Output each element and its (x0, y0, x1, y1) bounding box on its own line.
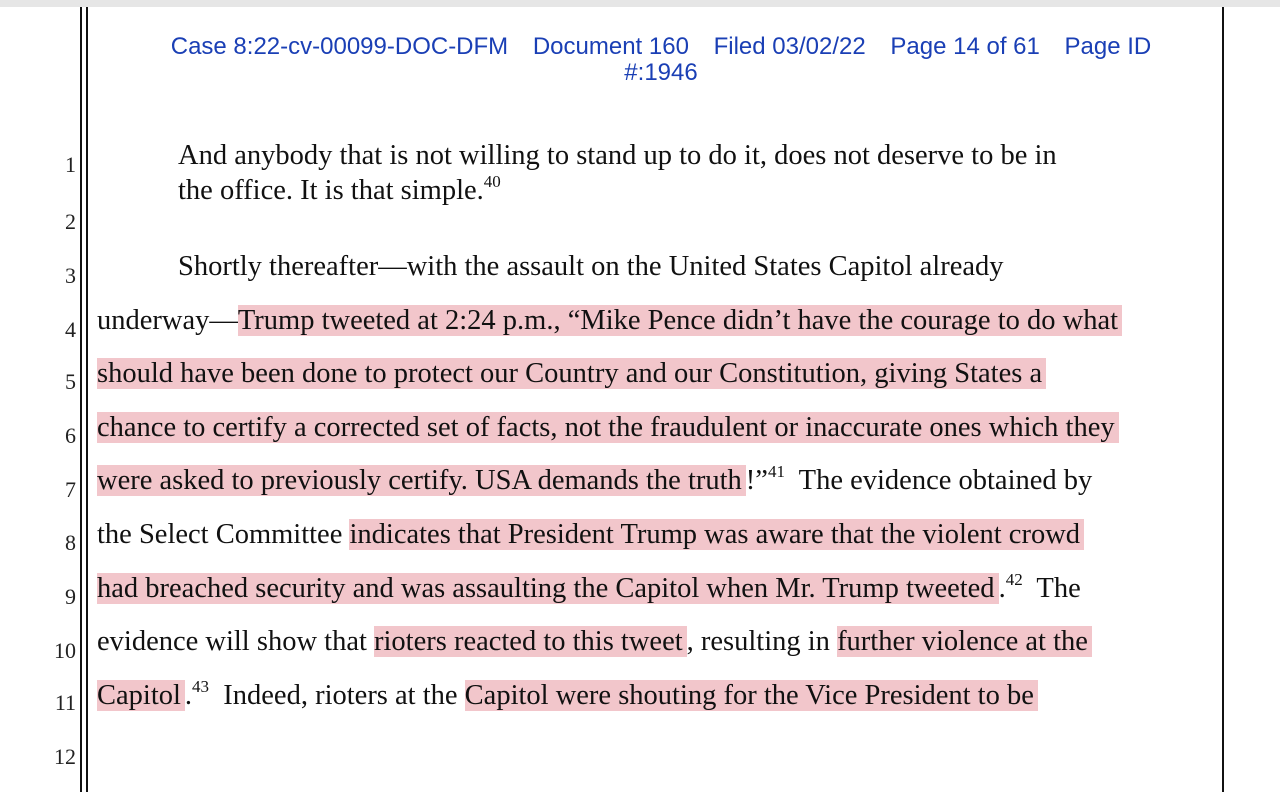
text-line: Shortly thereafter—with the assault on the United States Capitol already (178, 251, 1004, 282)
highlighted-text: Trump tweeted at 2:24 p.m., “Mike Pence didn’t have the courage to do what (238, 305, 1122, 336)
highlighted-text: Capitol were shouting for the Vice President to be (465, 680, 1038, 711)
top-strip (0, 0, 1280, 7)
text-line: the Select Committee indicates that President Trump was aware that the violent crowd (97, 508, 1122, 562)
line-number: 6 (65, 423, 76, 448)
filed-date: Filed 03/02/22 (713, 33, 866, 60)
text-line: underway—Trump tweeted at 2:24 p.m., “Mike Pence didn’t have the courage to do what (97, 294, 1122, 348)
text-line (97, 401, 1122, 455)
highlighted-text: chance to certify a corrected set of facts, not the fraudulent or inaccurate ones which they (97, 412, 1119, 443)
highlighted-text: were asked to previously certify. USA demands the truth (97, 465, 746, 496)
footnote-marker: 41 (767, 462, 785, 482)
highlighted-text: Capitol (97, 680, 185, 711)
highlighted-text: rioters reacted to this tweet (374, 626, 687, 657)
case-header (84, 34, 1238, 86)
line-number: 7 (65, 477, 76, 502)
block-quote (178, 138, 1057, 208)
line-number: 12 (54, 744, 76, 769)
line-number: 1 (65, 152, 76, 177)
line-number: 2 (65, 209, 76, 234)
line-number: 11 (54, 690, 76, 715)
line-number: 4 (65, 317, 76, 342)
line-number: 3 (65, 263, 76, 288)
text-line: were asked to previously certify. USA demands the truth !”$^{41}$ The evidence obtained by (97, 462, 1093, 497)
page-count: Page 14 of 61 (890, 33, 1040, 60)
quote-line: And anybody that is not willing to stand up to do it, does not deserve to be in (178, 140, 1057, 171)
left-margin-rule-inner (86, 7, 88, 792)
footnote-marker: 40 (483, 172, 501, 191)
left-margin-rule (80, 7, 82, 792)
highlighted-text: had breached security and was assaulting the Capitol when Mr. Trump tweeted (97, 573, 999, 604)
text-line: evidence will show that rioters reacted to this tweet , resulting in further violence at the (97, 615, 1122, 669)
page-id-label: Page ID (1064, 33, 1152, 60)
footnote-marker: 42 (1005, 569, 1023, 589)
text-line: had breached security and was assaulting the Capitol when Mr. Trump tweeted .$^{42}$ The (97, 569, 1081, 604)
footnote-marker: 43 (192, 676, 210, 696)
line-number: 5 (65, 369, 76, 394)
line-number: 10 (54, 638, 76, 663)
highlighted-text: further violence at the (837, 626, 1092, 657)
text-line (97, 347, 1122, 401)
line-number: 9 (65, 584, 76, 609)
quote-line: the office. It is that simple.$^{40}$ (178, 172, 501, 206)
highlighted-text: indicates that President Trump was aware that the violent crowd (349, 519, 1084, 550)
case-number: Case 8:22-cv-00099-DOC-DFM (170, 33, 509, 60)
line-number: 8 (65, 530, 76, 555)
text-line: Capitol .$^{43}$ Indeed, rioters at the Capitol were shouting for the Vice President to be (97, 669, 1122, 723)
body-paragraph (97, 240, 1122, 722)
highlighted-text: should have been done to protect our Country and our Constitution, giving States a (97, 358, 1046, 389)
right-margin-rule (1222, 7, 1224, 792)
document-number: Document 160 (532, 33, 689, 60)
page-id-number: #:1946 (624, 59, 698, 86)
